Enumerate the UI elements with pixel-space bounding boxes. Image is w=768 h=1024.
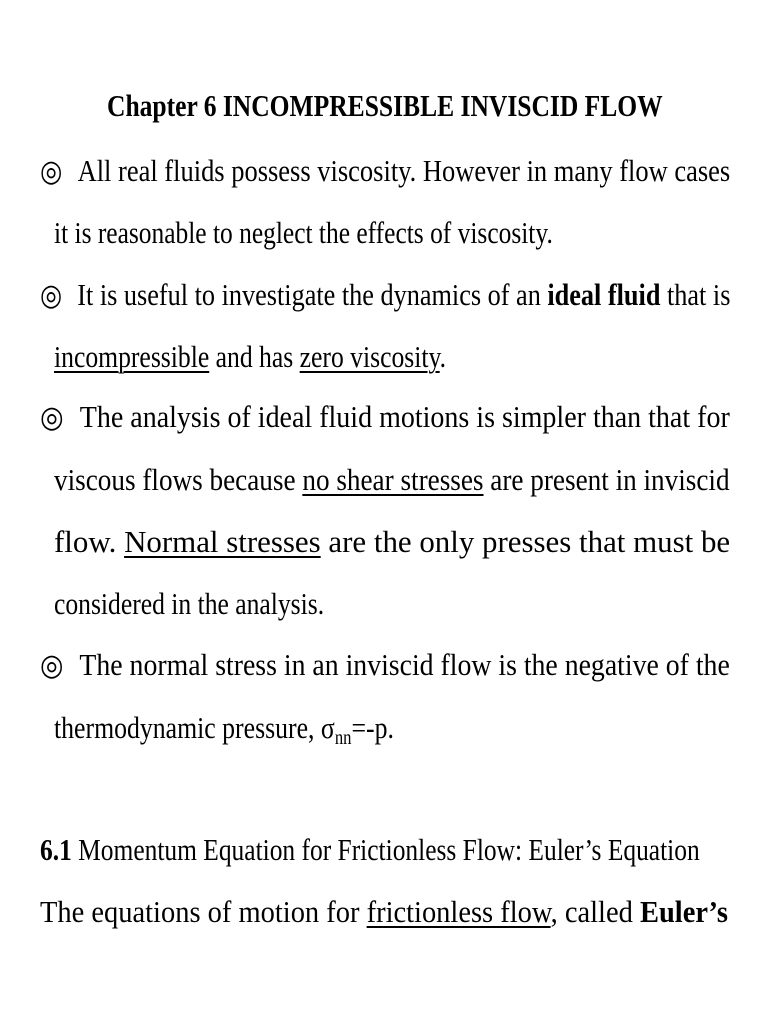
bullet-2-line-1: ◎ It is useful to investigate the dynamics of an ideal fluid that is <box>40 264 730 326</box>
ideal-fluid-term: ideal fluid <box>547 277 661 312</box>
bullet-marker-icon: ◎ <box>40 155 63 188</box>
eulers-term: Euler’s <box>639 894 728 929</box>
zero-viscosity-term: zero viscosity <box>299 339 440 374</box>
no-shear-stresses-term: no shear stresses <box>302 462 484 497</box>
page-title: Chapter 6 INCOMPRESSIBLE INVISCID FLOW <box>107 88 663 123</box>
bullet-3-line-2: viscous flows because no shear stresses are present in inviscid <box>54 462 730 497</box>
bullet-marker-icon: ◎ <box>40 649 64 682</box>
bullet-1-line-2: it is reasonable to neglect the effects of viscosity. <box>54 215 553 250</box>
bullet-3-line-3: flow. Normal stresses are the only presses that must be <box>54 524 731 559</box>
bullet-2-line-2: incompressible and has zero viscosity. <box>54 339 447 374</box>
section-line-1: The equations of motion for frictionless flow, called Euler’s <box>40 894 728 929</box>
section-number: 6.1 <box>40 832 72 867</box>
bullet-3-line-1: ◎ The analysis of ideal fluid motions is simpler than that for <box>40 386 730 448</box>
bullet-marker-icon: ◎ <box>40 279 63 312</box>
incompressible-term: incompressible <box>54 339 210 374</box>
normal-stresses-term: Normal stresses <box>124 524 321 559</box>
section-heading: 6.1 Momentum Equation for Frictionless Flow: Euler’s Equation <box>40 832 700 867</box>
bullet-4-line-1: ◎ The normal stress in an inviscid flow is the negative of the <box>40 634 730 696</box>
bullet-3-line-4: considered in the analysis. <box>54 586 325 621</box>
bullet-4-line-2: thermodynamic pressure, $\sigma_{nn}=-p$. <box>54 710 394 749</box>
bullet-1-line-1: ◎ All real fluids possess viscosity. However in many flow cases <box>40 140 730 202</box>
frictionless-flow-term: frictionless flow <box>366 894 551 929</box>
bullet-marker-icon: ◎ <box>40 401 64 434</box>
